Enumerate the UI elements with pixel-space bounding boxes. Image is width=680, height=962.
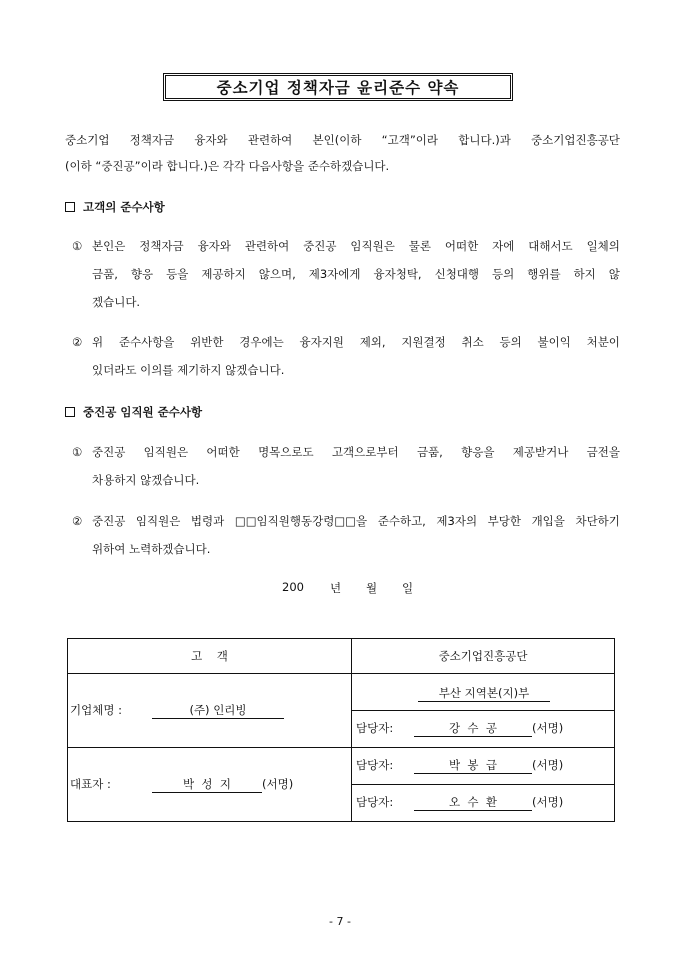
- word: 부당한: [487, 514, 521, 528]
- word: 중소기업진흥공단: [531, 133, 620, 147]
- word: 명목으로도: [258, 445, 314, 459]
- word: 합니다.)과: [458, 133, 511, 147]
- word: 금품,: [92, 267, 118, 281]
- staff-item-2: [72, 507, 620, 563]
- word: 정책자금: [139, 239, 184, 253]
- representative-label: 대표자 :: [70, 776, 111, 791]
- word: 제3자의: [436, 514, 478, 528]
- item-line: [92, 438, 620, 466]
- item-line: [92, 232, 620, 260]
- word: 임직원은: [143, 445, 189, 459]
- word: 등의: [492, 267, 515, 281]
- word: 지원결정: [401, 335, 446, 349]
- representative-cell: [68, 747, 352, 821]
- staff-name-2: 박 봉 급: [414, 758, 532, 774]
- word: 어떠한: [206, 445, 240, 459]
- word: 향응: [130, 267, 154, 281]
- item-line: [92, 260, 620, 288]
- customer-item-1: [72, 232, 620, 316]
- date-day-unit: 일: [402, 581, 414, 595]
- word: □□임직원행동강령□□을: [234, 514, 368, 528]
- word: 융자와: [197, 239, 231, 253]
- word: 일체의: [586, 239, 620, 253]
- seal-label: (서명): [262, 776, 294, 791]
- staff-name-1: 강 수 공: [414, 721, 532, 737]
- section-heading-text: 고객의 준수사항: [83, 200, 165, 214]
- item-line: 위하여 노력하겠습니다.: [92, 542, 211, 556]
- company-label: 기업체명 :: [70, 702, 122, 717]
- item-number: ①: [72, 445, 83, 459]
- word: 않으며,: [258, 267, 296, 281]
- staff-label: 담당자:: [356, 721, 394, 736]
- word: 금전을: [586, 445, 620, 459]
- branch-name: 부산 지역본(지)부: [418, 686, 550, 702]
- word: 어떠한: [444, 239, 479, 253]
- word: 제3자에게: [308, 267, 361, 281]
- company-cell: [68, 673, 352, 747]
- word: 차단하기: [575, 514, 620, 528]
- item-line: 차용하지 않겠습니다.: [92, 473, 200, 487]
- section-heading-staff: [65, 404, 202, 420]
- word: 본인은: [92, 239, 126, 253]
- word: 준수사항을: [118, 335, 175, 349]
- word: 대해서도: [528, 239, 573, 253]
- word: 금품,: [416, 445, 443, 459]
- word: 고객으로부터: [331, 445, 399, 459]
- intro-line-1: [65, 127, 620, 153]
- document-title-text: 중소기업 정책자금 윤리준수 약속: [216, 79, 460, 97]
- section-heading-text: 중진공 임직원 준수사항: [83, 405, 203, 419]
- word: 중진공: [303, 239, 337, 253]
- page-number: - 7 -: [329, 915, 351, 928]
- document-title: [163, 73, 513, 101]
- staff-cell-2: [352, 747, 615, 784]
- word: 경우에는: [239, 335, 284, 349]
- representative-name: 박 성 지: [152, 777, 262, 793]
- item-number: ②: [72, 514, 83, 528]
- word: “고객”이라: [381, 133, 439, 147]
- word: 융자와: [194, 133, 228, 147]
- word: 위반한: [190, 335, 224, 349]
- company-name: (주) 인리빙: [152, 703, 284, 719]
- word: 신청대행: [434, 267, 480, 281]
- seal-label: (서명): [532, 721, 564, 736]
- item-line: [92, 507, 620, 535]
- word: 융자청탁,: [373, 267, 422, 281]
- word: 중진공: [92, 514, 126, 528]
- item-line: 있더라도 이의를 제기하지 않겠습니다.: [92, 363, 285, 377]
- word: 임직원은: [135, 514, 181, 528]
- word: 제공받거나: [512, 445, 569, 459]
- section-heading-customer: [65, 199, 165, 215]
- staff-label: 담당자:: [356, 795, 394, 810]
- item-line: [92, 328, 620, 356]
- signature-table: [67, 638, 615, 822]
- word: 취소: [461, 335, 484, 349]
- word: 임직원은: [350, 239, 395, 253]
- word: 개입을: [531, 514, 565, 528]
- word: 융자지원: [299, 335, 344, 349]
- checkbox-icon: [65, 202, 75, 212]
- word: 자에: [492, 239, 515, 253]
- word: 제외,: [359, 335, 386, 349]
- seal-label: (서명): [532, 758, 564, 773]
- word: 제공하지: [201, 267, 246, 281]
- word: 처분이: [586, 335, 620, 349]
- staff-item-1: [72, 438, 620, 494]
- word: 하지: [573, 267, 596, 281]
- word: 등의: [499, 335, 522, 349]
- word: 물론: [408, 239, 431, 253]
- agency-header: 중소기업진흥공단: [352, 639, 615, 674]
- date-line: [282, 580, 413, 596]
- intro-line-2: (이하 “중진공”이라 합니다.)은 각각 다음사항을 준수하겠습니다.: [65, 159, 390, 173]
- word: 중소기업: [65, 133, 110, 147]
- branch-cell: [352, 673, 615, 710]
- checkbox-icon: [65, 407, 75, 417]
- item-line: 겠습니다.: [92, 295, 141, 309]
- date-year-unit: 년: [330, 581, 342, 595]
- word: 준수하고,: [377, 514, 426, 528]
- item-number: ②: [72, 335, 83, 349]
- word: 본인(이하: [312, 133, 362, 147]
- date-month-unit: 월: [366, 581, 378, 595]
- word: 불이익: [537, 335, 571, 349]
- word: 법령과: [190, 514, 225, 528]
- intro-paragraph: [65, 127, 620, 179]
- word: 관련하여: [247, 133, 293, 147]
- word: 관련하여: [244, 239, 290, 253]
- customer-header: 고 객: [68, 639, 352, 674]
- item-number: ①: [72, 239, 83, 253]
- word: 위: [92, 335, 104, 349]
- word: 정책자금: [129, 133, 175, 147]
- staff-name-3: 오 수 환: [414, 795, 532, 811]
- staff-label: 담당자:: [356, 758, 394, 773]
- word: 행위를: [527, 267, 561, 281]
- word: 중진공: [92, 445, 126, 459]
- seal-label: (서명): [532, 795, 564, 810]
- staff-cell-3: [352, 784, 615, 821]
- date-year: 200: [282, 580, 304, 594]
- word: 않: [608, 267, 620, 281]
- word: 등을: [166, 267, 189, 281]
- word: 향응을: [461, 445, 495, 459]
- customer-item-2: [72, 328, 620, 384]
- staff-cell-1: [352, 710, 615, 747]
